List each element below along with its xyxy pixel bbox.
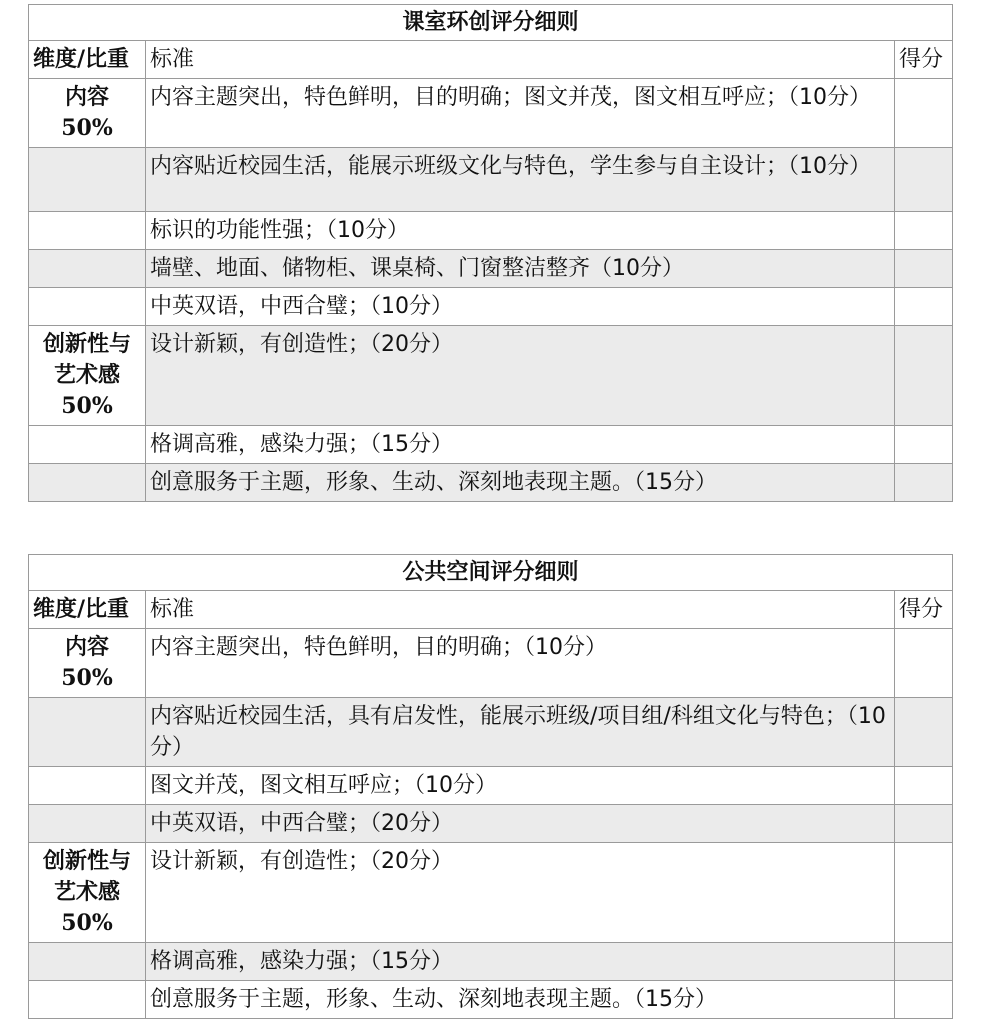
header-score: 得分 <box>895 591 953 629</box>
table-row <box>29 326 953 426</box>
table-title-row <box>29 555 953 591</box>
dimension-cell <box>29 981 146 1019</box>
public-space-scoring-table <box>28 554 953 1019</box>
dimension-weight: 50% <box>61 393 113 419</box>
header-row <box>29 41 953 79</box>
header-dimension: 维度/比重 <box>29 41 146 79</box>
dimension-cell <box>29 250 146 288</box>
dimension-cell <box>29 843 146 943</box>
table-row <box>29 464 953 502</box>
dimension-label: 创新性与 艺术感 <box>42 849 131 905</box>
dimension-cell <box>29 148 146 212</box>
dimension-cell <box>29 288 146 326</box>
table-row <box>29 288 953 326</box>
table-row <box>29 981 953 1019</box>
dimension-label: 创新性与 艺术感 <box>42 332 131 388</box>
score-cell[interactable] <box>895 288 953 326</box>
header-dimension: 维度/比重 <box>29 591 146 629</box>
score-cell[interactable] <box>895 426 953 464</box>
criteria-cell: 标识的功能性强；（10分） <box>146 212 895 250</box>
header-score: 得分 <box>895 41 953 79</box>
criteria-cell: 内容贴近校园生活，具有启发性，能展示班级/项目组/科组文化与特色；（10分） <box>146 698 895 767</box>
dimension-weight: 50% <box>61 910 113 936</box>
criteria-cell: 墙壁、地面、储物柜、课桌椅、门窗整洁整齐（10分） <box>146 250 895 288</box>
criteria-cell: 创意服务于主题，形象、生动、深刻地表现主题。（15分） <box>146 981 895 1019</box>
dimension-cell <box>29 426 146 464</box>
table-row <box>29 148 953 212</box>
score-cell[interactable] <box>895 805 953 843</box>
dimension-weight: 50% <box>61 115 113 141</box>
criteria-cell: 格调高雅，感染力强；（15分） <box>146 943 895 981</box>
criteria-cell: 内容主题突出，特色鲜明，目的明确；（10分） <box>146 629 895 698</box>
dimension-cell <box>29 698 146 767</box>
score-cell[interactable] <box>895 148 953 212</box>
dimension-label: 内容 <box>64 635 109 660</box>
criteria-cell: 图文并茂，图文相互呼应；（10分） <box>146 767 895 805</box>
table-row <box>29 767 953 805</box>
criteria-cell: 格调高雅，感染力强；（15分） <box>146 426 895 464</box>
criteria-cell: 中英双语，中西合璧；（20分） <box>146 805 895 843</box>
table-row <box>29 843 953 943</box>
dimension-cell <box>29 464 146 502</box>
score-cell[interactable] <box>895 250 953 288</box>
score-cell[interactable] <box>895 843 953 943</box>
score-cell[interactable] <box>895 79 953 148</box>
table-row <box>29 250 953 288</box>
dimension-cell <box>29 943 146 981</box>
dimension-cell <box>29 767 146 805</box>
dimension-cell <box>29 629 146 698</box>
table-row <box>29 426 953 464</box>
score-cell[interactable] <box>895 326 953 426</box>
dimension-label: 内容 <box>64 85 109 110</box>
criteria-cell: 设计新颖，有创造性；（20分） <box>146 326 895 426</box>
dimension-cell <box>29 79 146 148</box>
score-cell[interactable] <box>895 212 953 250</box>
table-row <box>29 805 953 843</box>
table-title: 公共空间评分细则 <box>29 555 953 591</box>
dimension-weight: 50% <box>61 665 113 691</box>
dimension-cell <box>29 326 146 426</box>
table-row <box>29 943 953 981</box>
table-row <box>29 212 953 250</box>
criteria-cell: 内容主题突出，特色鲜明，目的明确；图文并茂，图文相互呼应；（10分） <box>146 79 895 148</box>
classroom-scoring-table <box>28 4 953 502</box>
criteria-cell: 内容贴近校园生活，能展示班级文化与特色，学生参与自主设计；（10分） <box>146 148 895 212</box>
header-criteria: 标准 <box>146 41 895 79</box>
table-title: 课室环创评分细则 <box>29 5 953 41</box>
criteria-cell: 创意服务于主题，形象、生动、深刻地表现主题。（15分） <box>146 464 895 502</box>
score-cell[interactable] <box>895 698 953 767</box>
score-cell[interactable] <box>895 943 953 981</box>
criteria-cell: 中英双语，中西合璧；（10分） <box>146 288 895 326</box>
header-criteria: 标准 <box>146 591 895 629</box>
dimension-cell <box>29 805 146 843</box>
table-row <box>29 629 953 698</box>
dimension-cell <box>29 212 146 250</box>
score-cell[interactable] <box>895 629 953 698</box>
score-cell[interactable] <box>895 767 953 805</box>
table-row <box>29 698 953 767</box>
header-row <box>29 591 953 629</box>
table-title-row <box>29 5 953 41</box>
table-row <box>29 79 953 148</box>
score-cell[interactable] <box>895 981 953 1019</box>
criteria-cell: 设计新颖，有创造性；（20分） <box>146 843 895 943</box>
score-cell[interactable] <box>895 464 953 502</box>
